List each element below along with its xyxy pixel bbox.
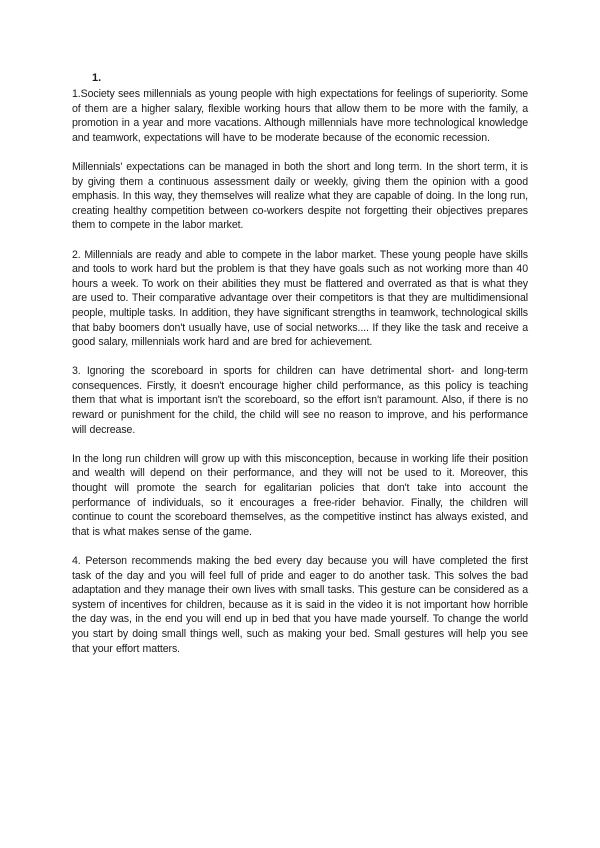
paragraph-3-scoreboard: 3. Ignoring the scoreboard in sports for children can have detrimental short- and long-term consequences. Firstly, it doesn't encourage higher child performance, as this policy is teaching them that what is important isn't the scoreboard, so the effort isn't paramount. Also, if there is no reward or punishment for the child, the child will see no reason to improve, and his performance will decrease. (72, 365, 528, 436)
paragraph-1-society: 1.Society sees millennials as young people with high expectations for feelings of superiority. Some of them are a higher salary, flexible working hours that allow them to be more with the family, a promotion in a year and more vacations. Although millennials have more technological knowledge and teamwork, expectations will have to be moderate because of the economic recession. (72, 88, 528, 144)
paragraph-long-run: In the long run children will grow up with this misconception, because in working life their position and wealth will depend on their performance, and they will not be used to it. Moreover, this thought will promote the search for egalitarian policies that don't take into account the performance of individuals, so it encourages a free-rider behavior. Finally, the children will continue to count the scoreboard themselves, as the competitive instinct has always existed, and that is what makes sense of the game. (72, 452, 528, 538)
paragraph-2-labor-market: 2. Millennials are ready and able to compete in the labor market. These young people have skills and tools to work hard but the problem is that they have goals such as not working more than 40 hours a week. To work on their abilities they must be flattered and overrated as that is what they are used to. Their comparative advantage over their competitors is that they are multidimensional people, multiple tasks. In addition, they have significant strengths in teamwork, technological skills that baby boomers don't usually have, use of social networks.... If they like the task and receive a good salary, millennials work hard and are bred for achievement. (72, 248, 528, 349)
paragraph-4-peterson: 4. Peterson recommends making the bed every day because you will have completed the first task of the day and you will feel full of pride and eager to do another task. This solves the bad adaptation and they manage their own lives with small tasks. This gesture can be considered as a system of incentives for children, because as it is said in the video it is not important how horrible the day was, in the end you will end up in bed that you have made yourself. To change the world you start by doing small things well, such as making your bed. Small gestures will help you see that your effort matters. (72, 555, 528, 655)
section-heading: 1. (92, 72, 102, 84)
paragraph-expectations-management: Millennials' expectations can be managed in both the short and long term. In the short term, it is by giving them a continuous assessment daily or weekly, giving them the opinion with a good emphasis. In this way, they themselves will realize what they are capable of doing. In the long run, creating healthy competition between co-workers despite not forgetting their objectives prepares them to compete in the labor market. (72, 160, 528, 232)
